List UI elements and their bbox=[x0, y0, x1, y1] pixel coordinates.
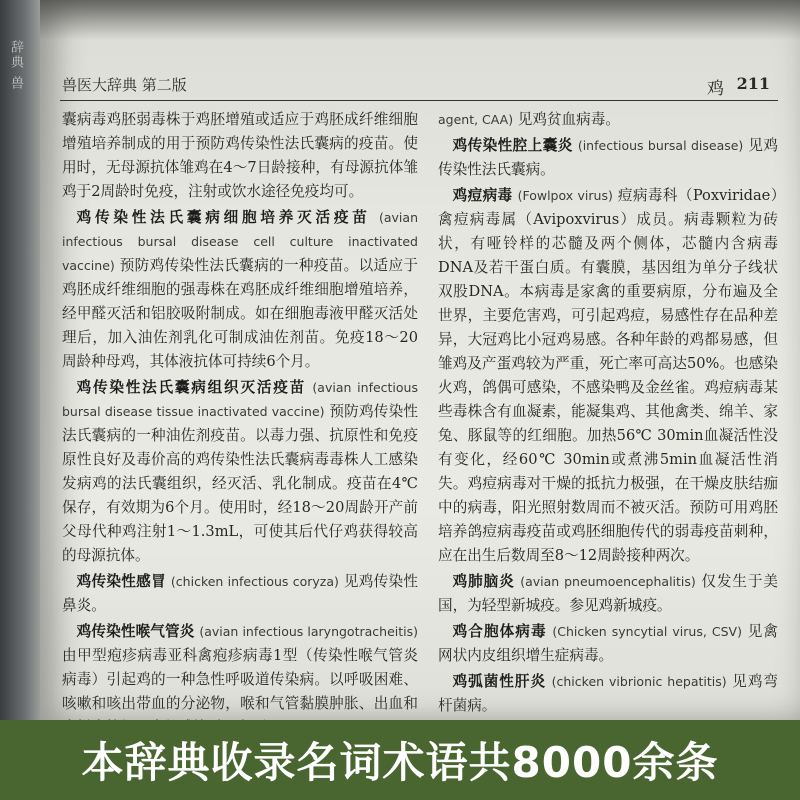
entry-body: 见鸡传染性鼻炎。 bbox=[62, 573, 419, 614]
spine-text: 辞典 兽 bbox=[8, 40, 23, 92]
page-top-shadow bbox=[40, 0, 800, 40]
entry-term: 鸡肺脑炎 bbox=[452, 573, 515, 590]
entry-english: (avian pneumoencephalitis) bbox=[520, 574, 696, 589]
entry-term: 鸡传染性腔上囊炎 bbox=[452, 137, 573, 154]
entry bbox=[62, 206, 418, 374]
right-column bbox=[438, 108, 778, 720]
promo-banner bbox=[0, 720, 800, 800]
header-rule bbox=[60, 100, 778, 101]
entry bbox=[438, 670, 778, 718]
entry-english: (avian infectious bursal disease tissue inactivated vaccine) bbox=[62, 380, 418, 419]
page-number: 211 bbox=[736, 74, 770, 93]
entry-body: 由甲型疱疹病毒亚科禽疱疹病毒1型（传染性喉气管炎病毒）引起鸡的一种急性呼吸道传染病。以呼吸困难、咳嗽和咳出带血的分泌物，喉和气管黏膜肿胀、出血和 bbox=[62, 647, 418, 712]
entry bbox=[62, 108, 418, 204]
entry-term: 鸡传染性法氏囊病组织灭活疫苗 bbox=[76, 379, 306, 396]
entry-body: 预防鸡传染性法氏囊病的一种疫苗。以适应于鸡胚成纤维细胞的强毒株在鸡胚成纤维细胞增殖培养，经甲醛灭活和铝胶吸附制成。如在细胞毒液甲醛灭活处理后，加入油佐剂乳化可制成油佐剂苗。免疫18～20周龄种母鸡，其体液抗体可持续6个月。 bbox=[62, 257, 418, 370]
entry bbox=[438, 108, 778, 132]
entry-body: 仅发生于美国，为轻型新城疫。参见鸡新城疫。 bbox=[438, 573, 778, 614]
entry-body: 囊病毒鸡胚弱毒株于鸡胚增殖或适应于鸡胚成纤维细胞增殖培养制成的用于预防鸡传染性法氏囊病的疫苗。使用时，无母源抗体雏鸡在4～7日龄接种，有母源抗体雏鸡于2周龄时免疫，注射或饮水途径免疫均可。 bbox=[62, 111, 418, 200]
entry-body: 见禽网状内皮组织增生症病毒。 bbox=[438, 623, 778, 664]
entry-body: 预防鸡传染性法氏囊病的一种油佐剂疫苗。以毒力强、抗原性和免疫原性良好及毒价高的鸡传染性法氏囊病毒毒株人工感染发病鸡的法氏囊组织，经灭活、乳化制成。疫苗在4℃保存，有效期为6个月。使用时，经18～20周龄开产前父母代种鸡注射1～1.3mL，可使其后代仔鸡获得较高的母源抗体。 bbox=[62, 403, 418, 564]
entry-english: (Fowlpox virus) bbox=[517, 188, 613, 203]
entry-english: (avian infectious laryngotracheitis) bbox=[199, 624, 418, 639]
banner-text: 本辞典收录名词术语共8000余条 bbox=[81, 738, 719, 787]
running-head bbox=[62, 74, 770, 98]
entry bbox=[438, 620, 778, 668]
entry bbox=[438, 134, 778, 182]
entry-term: 鸡弧菌性肝炎 bbox=[452, 673, 547, 690]
entry bbox=[62, 376, 418, 568]
entry-english: agent, CAA) bbox=[438, 112, 514, 127]
entry-english: (infectious bursal disease) bbox=[577, 138, 744, 153]
entry bbox=[438, 570, 778, 618]
entry-term: 鸡传染性感冒 bbox=[76, 573, 166, 590]
book-title: 兽医大辞典 第二版 bbox=[62, 76, 187, 94]
entry-term: 鸡痘病毒 bbox=[452, 187, 513, 204]
entry bbox=[62, 620, 418, 720]
entry-term: 鸡传染性法氏囊病细胞培养灭活疫苗 bbox=[76, 209, 371, 226]
entry-term: 鸡合胞体病毒 bbox=[452, 623, 547, 640]
book-spine-edge bbox=[0, 0, 40, 720]
dictionary-page bbox=[40, 0, 800, 720]
entry-body: 痘病毒科（Poxviridae）禽痘病毒属（Avipoxvirus）成员。病毒颗粒为砖状，有哑铃样的芯髓及两个侧体，芯髓内含病毒DNA及若干蛋白质。有囊膜，基因组为单分子线状双股DNA。本病毒是家禽的重要病原，分布遍及全世界，主要危害鸡，可引起鸡痘，易感性存在品种差异，大冠鸡比小冠鸡易感。各种年龄的鸡都易感，但雏鸡及产蛋鸡较为严重，死亡率可高达50%。也感染火鸡，鸽偶可感染，不感染鸭及金丝雀。鸡痘病毒某些毒株含有血凝素，能凝集鸡、其他禽类、绵羊、家兔、豚鼠等的红细胞。加热56℃ 30min血凝活性没有变化，经60℃ 30min或煮沸5min血凝活性消失。鸡痘病毒对干燥的抵抗力极强，在干燥皮肤结痂中的病毒，阳光照射数周而不被灭活。预防可用鸡胚培养鸽痘病毒疫苗或鸡胚细胞传代的弱毒疫苗刺种，应在出生后数周至8～12周龄接种两次。 bbox=[438, 187, 778, 564]
section-headword: 鸡 bbox=[707, 79, 724, 99]
entry-body: 见鸡传染性法氏囊病。 bbox=[438, 137, 779, 178]
entry-english: (chicken infectious coryza) bbox=[170, 574, 339, 589]
entry-english: (chicken vibrionic hepatitis) bbox=[551, 674, 727, 689]
entry-english: (avian infectious bursal disease cell culture inactivated vaccine) bbox=[62, 210, 418, 273]
entry-body: 见鸡贫血病毒。 bbox=[517, 111, 620, 128]
entry bbox=[438, 184, 778, 568]
left-column bbox=[62, 108, 418, 720]
entry-body: 见鸡弯杆菌病。 bbox=[438, 673, 778, 714]
entry-english: (Chicken syncytial virus, CSV) bbox=[552, 624, 742, 639]
entry bbox=[62, 570, 418, 618]
entry-term: 鸡传染性喉气管炎 bbox=[76, 623, 195, 640]
